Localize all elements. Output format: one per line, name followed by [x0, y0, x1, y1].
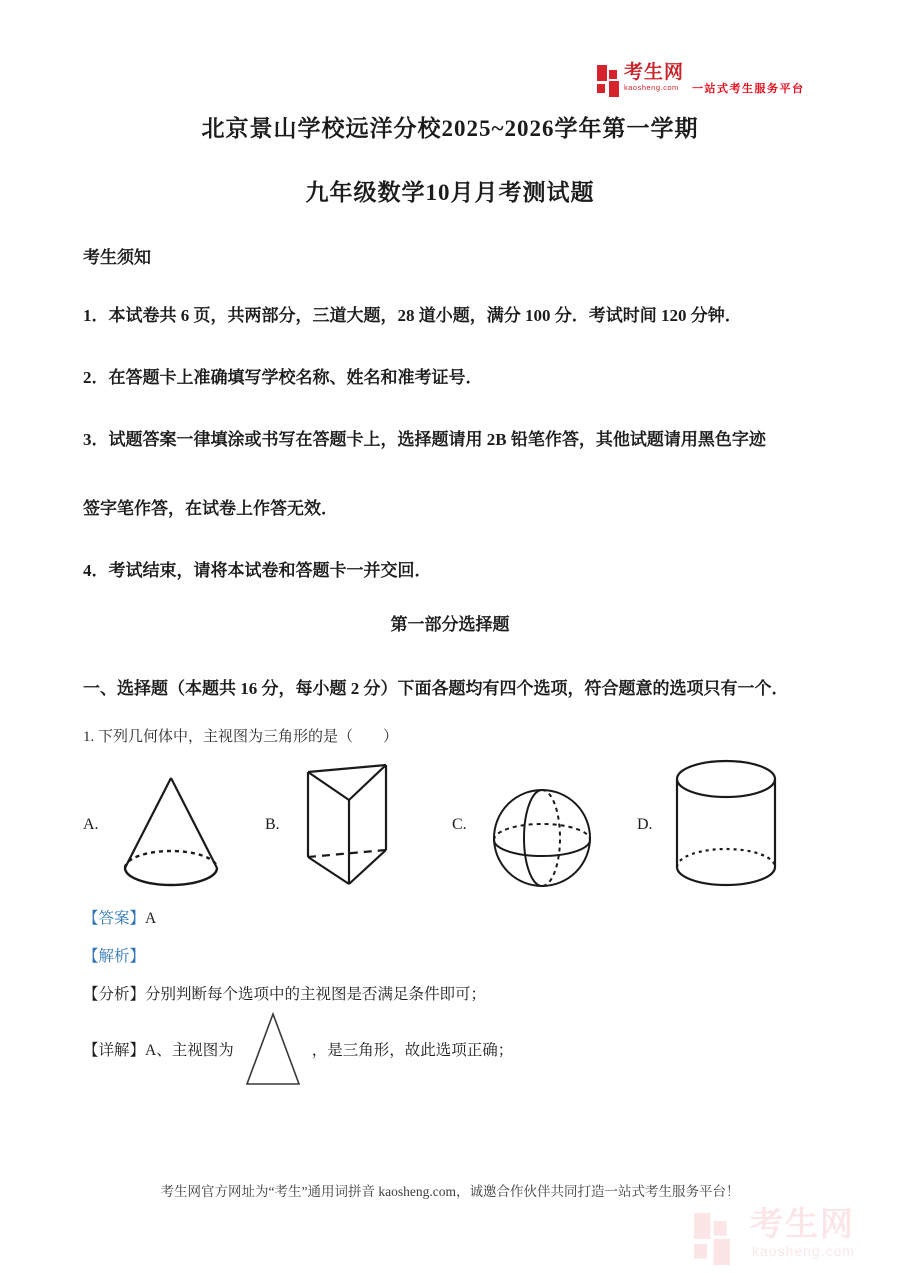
exam-title-line1: 北京景山学校远洋分校2025~2026学年第一学期: [201, 116, 699, 141]
question-1-text: 1. 下列几何体中，主视图为三角形的是（ ）: [83, 729, 399, 745]
jiexi-line: [83, 944, 145, 966]
answer-line: [83, 906, 156, 928]
xiangjie-line: [83, 1008, 513, 1090]
brand-name-block: [624, 63, 684, 92]
fenxi-line: [83, 982, 486, 1004]
notice-line-4: 4．考试结束，请将本试卷和答题卡一并交回．: [83, 561, 432, 580]
cone-figure: [118, 774, 224, 892]
jiexi-label: 【解析】: [83, 948, 146, 965]
xiangjie-after-text: ，是三角形，故此选项正确；: [311, 1042, 514, 1059]
cylinder-figure: [674, 758, 778, 888]
option-a-label: A.: [83, 816, 99, 833]
notice-line-2: 2．在答题卡上准确填写学校名称、姓名和准考证号．: [83, 368, 483, 387]
triangular-prism-figure: [303, 760, 391, 890]
brand-tagline: 一站式考生服务平台: [692, 83, 805, 95]
notice-line-3-cont: 签字笔作答，在试卷上作答无效．: [83, 499, 338, 518]
fenxi-label: 【分析】: [83, 986, 146, 1003]
footer-text: 考生网官方网址为“考生”通用词拼音 kaosheng.com，诚邀合作伙伴共同打造一站式考生服务平台！: [160, 1184, 740, 1199]
kaosheng-logo-icon: [597, 65, 619, 97]
option-b-label: B.: [265, 816, 280, 833]
exam-title-line2: 九年级数学10月月考测试题: [305, 180, 595, 205]
brand-header: [597, 62, 812, 108]
answer-value: A: [145, 910, 157, 927]
watermark: [692, 1205, 882, 1267]
xiangjie-before-text: A、主视图为: [145, 1042, 234, 1059]
option-c-label: C.: [452, 816, 467, 833]
notice-heading: 考生须知: [83, 248, 151, 267]
part-one-heading: 第一部分选择题: [390, 615, 510, 634]
choice-section-instruction: 一、选择题（本题共 16 分，每小题 2 分）下面各题均有四个选项，符合题意的选项只有一个．: [83, 679, 789, 698]
option-d-label: D.: [637, 816, 653, 833]
notice-line-3: 3．试题答案一律填涂或书写在答题卡上，选择题请用 2B 铅笔作答，其他试题请用黑色字迹: [83, 430, 766, 449]
xiangjie-label: 【详解】: [83, 1042, 146, 1059]
triangle-view-figure: [244, 1011, 302, 1087]
fenxi-text: 分别判断每个选项中的主视图是否满足条件即可；: [145, 986, 487, 1003]
notice-line-1: 1．本试卷共 6 页，共两部分，三道大题，28 道小题，满分 100 分．考试时间 120 分钟．: [83, 306, 742, 325]
brand-domain: kaosheng.com: [624, 83, 679, 92]
answer-label: 【答案】: [83, 910, 146, 927]
brand-name: 考生网: [624, 62, 685, 83]
sphere-figure: [490, 786, 594, 890]
watermark-brand-domain: kaosheng.com: [752, 1243, 856, 1259]
watermark-logo-icon: [692, 1213, 732, 1265]
watermark-brand-name: 考生网: [750, 1205, 855, 1242]
